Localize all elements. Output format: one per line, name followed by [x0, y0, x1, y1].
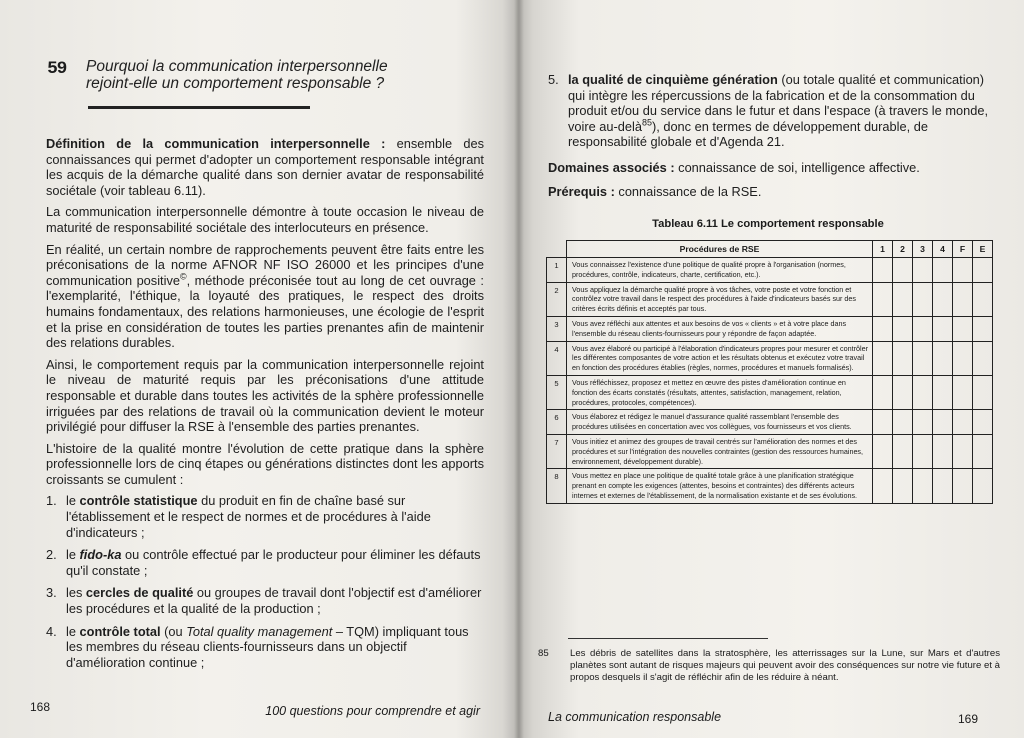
score-cell: [873, 282, 893, 316]
row-procedure-text: Vous appliquez la démarche qualité propre à vos tâches, votre poste et votre fonction et contrôlez votre travail dans le respect des procédures à l'aide d'indicateurs basés sur des critères écrits définis et acceptés par tous.: [567, 282, 873, 316]
running-title-right: La communication responsable: [548, 710, 722, 724]
paragraph-3: Ainsi, le comportement requis par la communication interpersonnelle rejoint le niveau de maturité requis par les préconisations d'une attitude responsable et durable dans toutes les activités de la sphère professionnelle irriguées par des relations de travail où la communication devient le moteur privilégié pour diffuser la RSE à l'ensemble des parties prenantes.: [46, 356, 484, 435]
row-number: 4: [547, 341, 567, 375]
question-title-line-2: rejoint-elle un comportement responsable ?: [86, 75, 385, 92]
header-score-col: 3: [913, 241, 933, 258]
table-row: [547, 341, 993, 375]
row-procedure-text: Vous élaborez et rédigez le manuel d'assurance qualité rassemblant l'ensemble des procédures utilisées en concertation avec vos collègues, vos fournisseurs et vos clients.: [567, 410, 873, 435]
generations-list: [46, 493, 484, 670]
score-cell: [873, 434, 893, 468]
row-number: 5: [547, 375, 567, 409]
score-cell: [893, 341, 913, 375]
question-number: 59: [47, 58, 67, 77]
score-cell: [893, 469, 913, 503]
list-text-pre: le: [66, 493, 80, 509]
list-text-pre: les: [66, 585, 86, 601]
row-number: 7: [547, 434, 567, 468]
paragraph-4: L'histoire de la qualité montre l'évolution de cette pratique dans la sphère professionnelle lors de cinq étapes ou générations distinctes dont les apports croissants se cumulent :: [46, 440, 484, 487]
score-cell: [913, 258, 933, 283]
prerequis-text: connaissance de la RSE.: [614, 183, 762, 199]
header-score-col: 4: [933, 241, 953, 258]
score-cell: [973, 469, 993, 503]
header-score-col: 2: [893, 241, 913, 258]
score-cell: [913, 410, 933, 435]
prerequis-label: Prérequis :: [548, 183, 615, 199]
book-spine-shadow: [514, 0, 524, 738]
score-cell: [933, 282, 953, 316]
score-cell: [953, 375, 973, 409]
score-cell: [953, 316, 973, 341]
list-term: la qualité de cinquième génération: [568, 72, 778, 87]
copyright-mark: ©: [179, 271, 187, 282]
list-text-a: (ou totale qualité et communication) qui intègre les répercussions de la fabrication et de la consommation du produit et/ou du service dans le futur et dans l'espace (à travers le monde, voire au-delà: [568, 72, 988, 134]
score-cell: [933, 375, 953, 409]
page-number-right: 169: [958, 712, 979, 726]
header-score-col: F: [953, 241, 973, 258]
table-row: [547, 434, 993, 468]
score-cell: [913, 469, 933, 503]
paragraph-2: [46, 242, 484, 351]
list-number: 1.: [46, 493, 57, 509]
list-number: 2.: [46, 547, 57, 563]
list-text-mid: (ou: [160, 623, 187, 639]
footnote-number: 85: [538, 648, 549, 659]
score-cell: [893, 258, 913, 283]
table-row: [547, 375, 993, 409]
list-number: 5.: [548, 72, 559, 87]
score-cell: [933, 316, 953, 341]
score-cell: [873, 258, 893, 283]
footnote-text: Les débris de satellites dans la stratosphère, les atterrissages sur la Lune, sur Mars et d'autres planètes sont autant de risques majeurs qui peuvent avoir des conséquences sur notre vie future et à propos desquels il s'agit de réfléchir afin de les réduire à néant.: [570, 648, 1000, 684]
score-cell: [873, 375, 893, 409]
score-cell: [893, 375, 913, 409]
score-cell: [893, 316, 913, 341]
score-cell: [953, 410, 973, 435]
table-row: [547, 258, 993, 283]
list-number: 4.: [46, 623, 57, 639]
table-row: [547, 282, 993, 316]
row-number: 3: [547, 316, 567, 341]
list-text-post: du produit en fin de chaîne basé sur l'établissement et le respect de normes et de procédures à l'aide d'indicateurs ;: [66, 493, 431, 540]
score-cell: [913, 316, 933, 341]
score-cell: [973, 341, 993, 375]
table-row: [547, 410, 993, 435]
row-number: 8: [547, 469, 567, 503]
list-text-b: ), donc en termes de développement durable, de responsabilité globale et d'Agenda 21.: [568, 118, 928, 150]
list-item: [46, 624, 484, 671]
paragraph-2-b: , méthode préconisée tout au long de cet ouvrage : l'exemplarité, l'éthique, la loyauté des pratiques, le respect des droits humains fondamentaux, des relations harmonieuses, une écologie de l'esprit et la prise en considération de toutes les parties prenantes afin de maintenir des relations durables.: [46, 272, 484, 351]
table-row: [547, 469, 993, 503]
prerequis: [548, 184, 988, 200]
score-cell: [913, 375, 933, 409]
score-cell: [893, 434, 913, 468]
score-cell: [973, 375, 993, 409]
score-cell: [953, 434, 973, 468]
score-cell: [933, 434, 953, 468]
definition-paragraph: [46, 136, 484, 198]
right-page: [518, 0, 1024, 738]
row-procedure-text: Vous réfléchissez, proposez et mettez en œuvre des pistes d'amélioration continue en fonction des écarts constatés (résultats, attentes, satisfaction, management, relation, procédures, protocoles, compétences).: [567, 375, 873, 409]
score-cell: [893, 282, 913, 316]
score-cell: [973, 282, 993, 316]
score-cell: [953, 469, 973, 503]
row-number: 6: [547, 410, 567, 435]
score-cell: [873, 316, 893, 341]
score-cell: [973, 434, 993, 468]
table-body: [547, 258, 993, 504]
score-cell: [873, 469, 893, 503]
score-cell: [933, 410, 953, 435]
left-body-text: [46, 136, 484, 677]
domaines-associes: [548, 160, 988, 176]
table-header-row: [547, 241, 993, 258]
footnote-ref: 85: [641, 117, 652, 128]
score-cell: [913, 341, 933, 375]
definition-label: Définition de la communication interpersonnelle :: [46, 136, 386, 151]
list-item: [46, 547, 484, 578]
score-cell: [913, 282, 933, 316]
row-procedure-text: Vous avez élaboré ou participé à l'élaboration d'indicateurs propres pour mesurer et contrôler les différentes composantes de votre action et les résultats obtenus et exécutez votre travail en fonction des procédures établies (règles, normes, procédures et manuels formalisés).: [567, 341, 873, 375]
score-cell: [973, 316, 993, 341]
score-cell: [913, 434, 933, 468]
score-cell: [933, 469, 953, 503]
paragraph-1: La communication interpersonnelle démontre à toute occasion le niveau de maturité de responsabilité sociétale des interlocuteurs en présence.: [46, 204, 484, 235]
table-row: [547, 316, 993, 341]
score-cell: [973, 410, 993, 435]
list-item: [46, 585, 484, 616]
score-cell: [933, 258, 953, 283]
list-text-pre: le: [66, 547, 80, 563]
header-score-col: E: [973, 241, 993, 258]
list-item: [46, 493, 484, 540]
list-item-5: [548, 72, 988, 150]
score-cell: [873, 410, 893, 435]
list-term: fido-ka: [79, 547, 122, 563]
footnote-rule: [568, 638, 768, 639]
score-cell: [873, 341, 893, 375]
domaines-label: Domaines associés :: [548, 159, 675, 175]
paragraph-2-a: En réalité, un certain nombre de rapprochements peuvent être faits entre les préconisations de la norme AFNOR NF ISO 26000 et les principes d'une communication positive: [46, 241, 484, 288]
row-procedure-text: Vous avez réfléchi aux attentes et aux besoins de vos « clients » et à votre place dans l'ensemble du réseau clients-fournisseurs pour y répondre de façon adaptée.: [567, 316, 873, 341]
list-text-post: ou contrôle effectué par le producteur pour éliminer les défauts qu'il constate ;: [66, 547, 481, 578]
title-underline-rule: [88, 106, 310, 109]
running-title-left: 100 questions pour comprendre et agir: [265, 704, 480, 718]
row-procedure-text: Vous mettez en place une politique de qualité totale grâce à une planification stratégique prenant en compte les exigences (attentes, besoins et contraintes) des différents acteurs internes et externes de l'établissement, de la normalisation existante et de ses évolutions.: [567, 469, 873, 503]
list-term: contrôle statistique: [79, 493, 198, 509]
list-number: 3.: [46, 585, 57, 601]
score-cell: [953, 341, 973, 375]
definition-text: ensemble des connaissances qui permet d'adopter un comportement responsable intégrant les acquis de la démarche qualité dans son dernier avatar de responsabilité sociétale (voir tableau 6.11).: [46, 136, 485, 198]
list-term: cercles de qualité: [85, 585, 194, 601]
rse-table: [546, 240, 993, 504]
header-score-col: 1: [873, 241, 893, 258]
score-cell: [933, 341, 953, 375]
question-title-line-1: Pourquoi la communication interpersonnelle: [86, 58, 388, 75]
score-cell: [973, 258, 993, 283]
list-text-post: ou groupes de travail dont l'objectif est d'améliorer les procédures et la qualité de la production ;: [66, 585, 482, 617]
header-procedures: Procédures de RSE: [567, 241, 873, 258]
row-procedure-text: Vous connaissez l'existence d'une politique de qualité propre à l'organisation (normes, procédures, contrôle, indicateurs, charte, certification, etc.).: [567, 258, 873, 283]
row-number: 1: [547, 258, 567, 283]
page-number-left: 168: [30, 700, 51, 714]
list-term: contrôle total: [79, 623, 161, 639]
score-cell: [953, 258, 973, 283]
list-term-italic: Total quality management: [186, 623, 333, 639]
score-cell: [893, 410, 913, 435]
domaines-text: connaissance de soi, intelligence affective.: [674, 159, 920, 175]
row-procedure-text: Vous initiez et animez des groupes de travail centrés sur l'amélioration des normes et des procédures et sur l'intégration des nouvelles contraintes (gestion des ressources humaines, environnement, développement durable).: [567, 434, 873, 468]
row-number: 2: [547, 282, 567, 316]
list-text-pre: le: [66, 623, 80, 639]
header-blank-cell: [547, 241, 567, 258]
list-text-post: – TQM) impliquant tous les membres du réseau clients-fournisseurs dans un objectif d'amélioration continue ;: [66, 623, 469, 670]
score-cell: [953, 282, 973, 316]
table-title: Tableau 6.11 Le comportement responsable: [652, 218, 884, 230]
right-body-text: [548, 72, 988, 207]
question-title: [86, 58, 466, 92]
